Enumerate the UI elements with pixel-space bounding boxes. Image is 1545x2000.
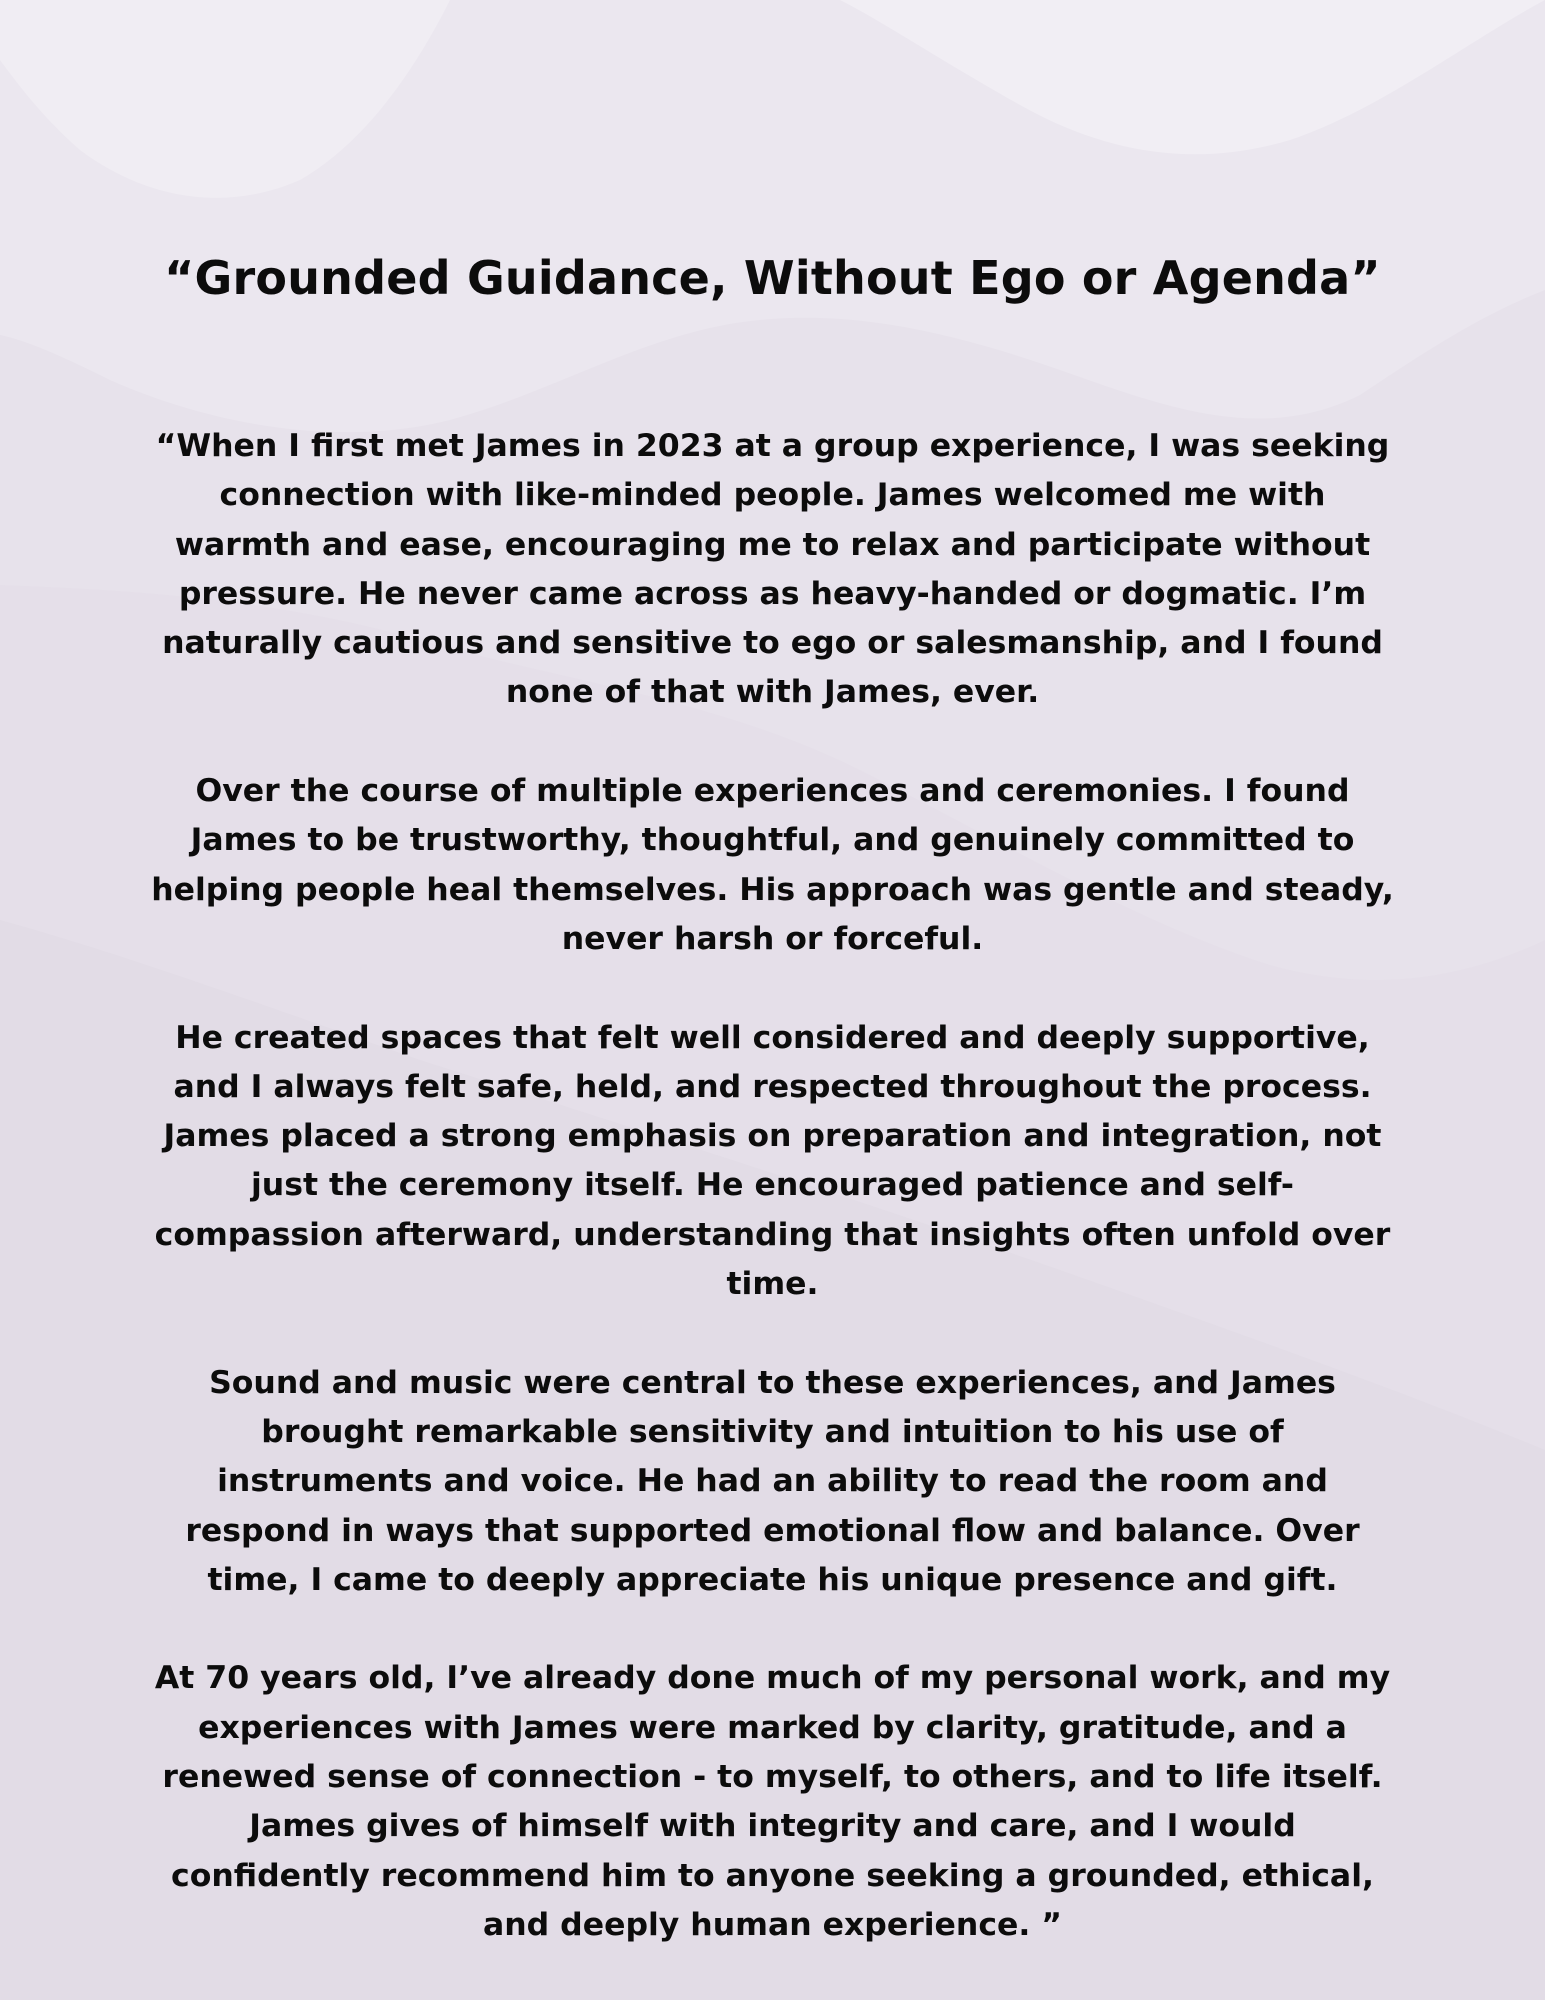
testimonial-paragraph-1: “When I first met James in 2023 at a group experience, I was seeking connection with like-minded people. James welcomed me with warmth and ease, encouraging me to relax and participate without pressure. He never came across as heavy-handed or dogmatic. I’m naturally cautious and sensitive to ego or salesmanship, and I found none of that with James, ever. [155,428,1390,711]
testimonial-paragraph-2: Over the course of multiple experiences and ceremonies. I found James to be trustworthy, thoughtful, and genuinely committed to helping people heal themselves. His approach was gentle and steady, never harsh or forceful. [151,773,1394,957]
testimonial-paragraph-5: At 70 years old, I’ve already done much of my personal work, and my experiences with James were marked by clarity, gratitude, and a renewed sense of connection - to myself, to others, and to life itself. James gives of himself with integrity and care, and I would confidently recommend him to anyone seeking a grounded, ethical, and deeply human experience. ” [154,1660,1391,1943]
testimonial-body [150,422,1395,1950]
testimonial-paragraph-3: He created spaces that felt well considered and deeply supportive, and I always felt safe, held, and respected throughout the process. James placed a strong emphasis on preparation and integration, not just the ceremony itself. He encouraged patience and self-compassion afterward, understanding that insights often unfold over time. [154,1019,1391,1303]
testimonial-paragraph-4: Sound and music were central to these experiences, and James brought remarkable sensitivity and intuition to his use of instruments and voice. He had an ability to read the room and respond in ways that supported emotional flow and balance. Over time, I came to deeply appreciate his unique presence and gift. [185,1364,1360,1598]
page-title: “Grounded Guidance, Without Ego or Agenda” [164,251,1381,305]
